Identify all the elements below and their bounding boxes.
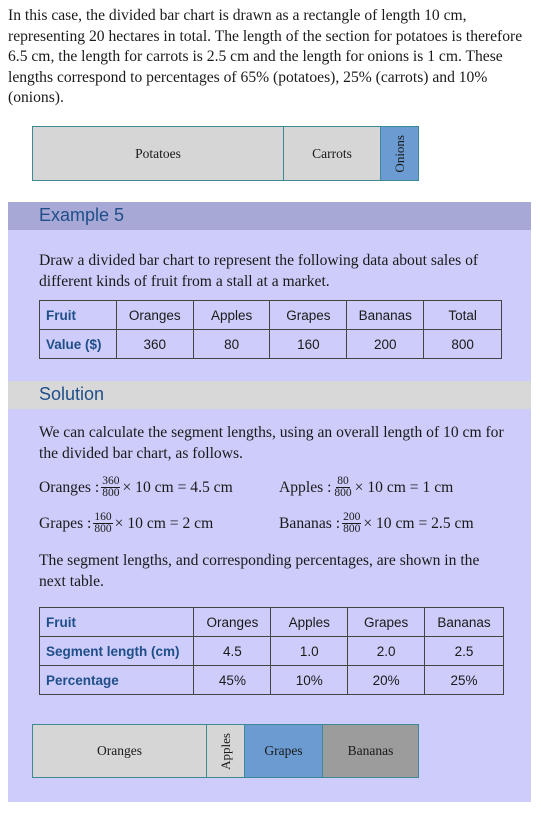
intro-paragraph: In this case, the divided bar chart is drawn as a rectangle of length 10 cm, representing 20 hectares in total. The length of the section for potatoes is therefore 6.5 cm, the length for carrots is 2.5 cm and the length for onions is 1 cm. These lengths correspond to percentages of 65% (potatoes), 25% (carrots) and 10% (onions). [8,7,523,106]
fraction [101,476,120,499]
fraction-numerator: 80 [337,475,349,487]
table-cell: Value ($) [40,330,117,359]
calc-bananas [279,512,474,535]
calc-result: × 10 cm = 1 cm [354,478,454,496]
divided-bar-potatoes [32,126,419,181]
solution-paragraph-1: We can calculate the segment lengths, using an overall length of 10 cm for the divided bar chart, as follows. [39,424,504,462]
table-cell: 45% [194,666,271,695]
table-cell: 200 [347,330,424,359]
table-cell: Apples [271,608,348,637]
table-cell: 2.5 [425,637,504,666]
solution-title: Solution [39,384,105,404]
bar2-label-bananas: Bananas [347,743,394,758]
fraction-numerator: 200 [343,511,361,523]
table-row [40,301,502,330]
fraction-denominator: 800 [334,487,352,499]
bar2-label-apples: Apples [217,732,233,770]
fraction [93,512,112,535]
calc-result: × 10 cm = 2 cm [114,514,214,532]
table-row [40,330,502,359]
example-question: Draw a divided bar chart to represent the following data about sales of different kinds of fruit from a stall at a market. [39,252,479,290]
calc-apples [279,476,453,499]
table-cell: Oranges [116,301,193,330]
table-row [40,608,504,637]
example-box [8,202,531,802]
table-cell: 1.0 [271,637,348,666]
table-cell: 160 [270,330,347,359]
fraction-denominator: 800 [102,487,120,499]
table-cell: 4.5 [194,637,271,666]
table-cell: Grapes [348,608,425,637]
bar1-segment-onions [381,127,418,180]
table-cell: Grapes [270,301,347,330]
table-row [40,637,504,666]
bar1-segment-potatoes [33,127,284,180]
bar2-segment-grapes [245,725,323,777]
fraction [333,476,352,499]
bar1-label-carrots: Carrots [312,145,352,161]
bar2-segment-oranges [33,725,207,777]
bar1-label-potatoes: Potatoes [135,145,181,161]
table-cell: Fruit [40,301,117,330]
calc-label: Apples : [279,478,332,496]
fraction-numerator: 360 [102,475,120,487]
calc-label: Grapes : [39,514,92,532]
table-cell: 20% [348,666,425,695]
fraction-numerator: 160 [94,511,112,523]
table-cell: Bananas [347,301,424,330]
table-cell: Oranges [194,608,271,637]
bar1-segment-carrots [284,127,381,180]
bar2-segment-apples [207,725,245,777]
table-cell: Bananas [425,608,504,637]
bar1-label-onions: Onions [391,134,407,173]
solution-paragraph-2: The segment lengths, and corresponding percentages, are shown in the next table. [39,552,480,590]
bar2-label-oranges: Oranges [97,743,142,758]
table-row [40,666,504,695]
table-cell: 25% [425,666,504,695]
example-title: Example 5 [39,205,125,225]
table-cell: Apples [193,301,270,330]
divided-bar-fruit [32,724,419,778]
table-cell: 800 [424,330,502,359]
calc-label: Bananas : [279,514,341,532]
table-cell: Total [424,301,502,330]
calc-grapes [39,512,213,535]
table-cell: Percentage [40,666,194,695]
segment-table [39,607,504,695]
table-cell: 80 [193,330,270,359]
table-cell: 10% [271,666,348,695]
calc-result: × 10 cm = 2.5 cm [363,514,474,532]
bar2-label-grapes: Grapes [264,743,303,758]
calc-oranges [39,476,233,499]
table-cell: Segment length (cm) [40,637,194,666]
fraction-denominator: 800 [343,523,361,535]
fruit-value-table [39,300,502,359]
calc-label: Oranges : [39,478,100,496]
table-cell: Fruit [40,608,194,637]
fraction [342,512,361,535]
calc-result: × 10 cm = 4.5 cm [122,478,233,496]
bar2-segment-bananas [323,725,418,777]
table-cell: 2.0 [348,637,425,666]
table-cell: 360 [116,330,193,359]
fraction-denominator: 800 [94,523,112,535]
